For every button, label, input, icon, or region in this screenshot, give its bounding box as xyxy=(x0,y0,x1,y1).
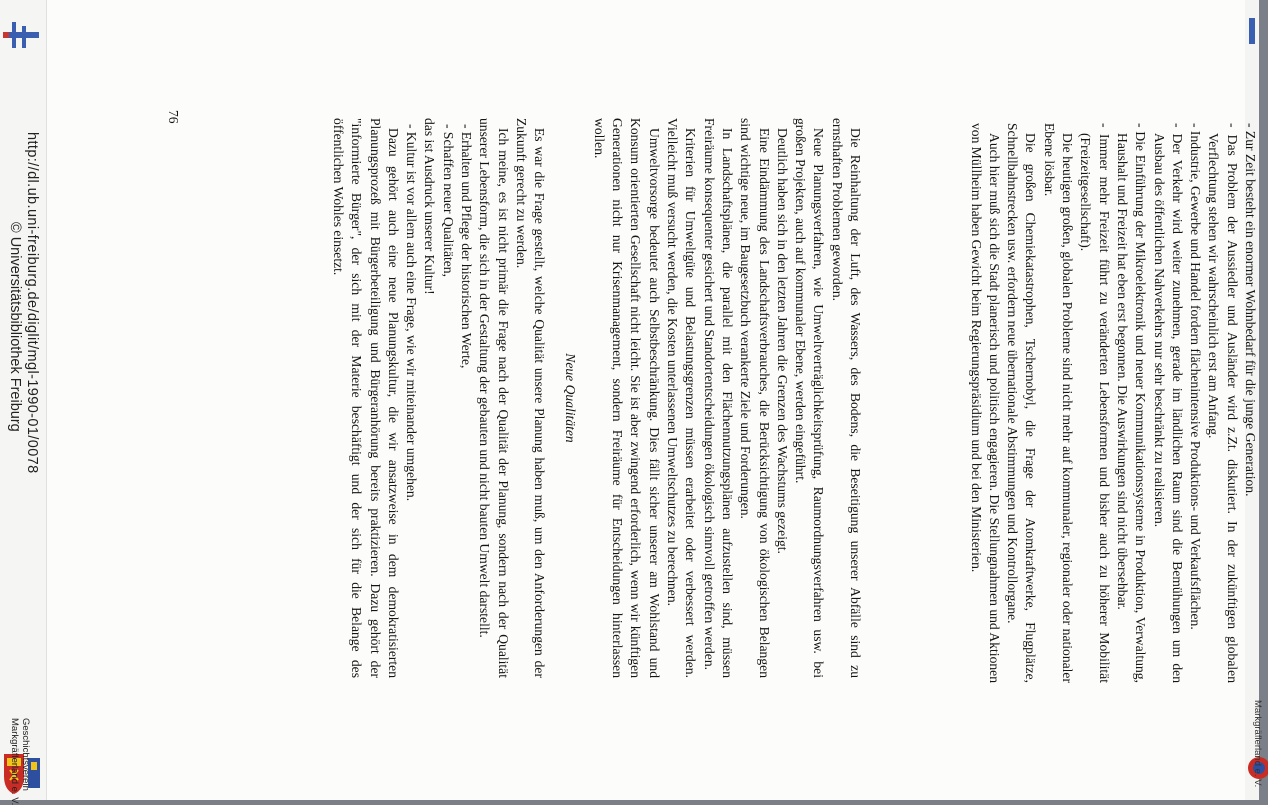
copyright-notice: © Universitätsbibliothek Freiburg xyxy=(7,222,23,432)
paragraph: - Erhalten und Pflege der historischen Werte, xyxy=(459,124,475,369)
right-edge-text: Markgräflerland e. V. xyxy=(1252,700,1263,788)
publisher-name xyxy=(9,718,31,805)
paragraph: - Kultur ist vor allem auch eine Frage, wie wir miteinander umgehen. xyxy=(404,124,420,502)
paragraph: - Industrie, Gewerbe und Handel fordern flächenintensive Produktions- und Verkaufsflächen. xyxy=(1188,123,1204,630)
publisher-line-2: Markgräflerland e. V. xyxy=(9,718,20,805)
text-column-1-continued xyxy=(590,118,864,678)
paragraph: Dazu gehört auch eine neue Planungskultur, die wir ansatzweise in dem demokratisierten Planungsprozeß mit Bürgerbeteiligung und Bürgeranhörung bereits praktizieren. Dazu gehört der "informierte Bürger", der sich mit der Materie beschäftigt und der sich für die Belange des öffentlichen Wohles einsetzt. xyxy=(330,118,401,678)
paragraph: - Das Problem der Aussiedler und Ausländer wird z.Zt. diskutiert. In der zukünftigen globalen Verflechtung stehen wir wahrscheinlich erst am Anfang. xyxy=(1206,123,1240,683)
page-number: 76 xyxy=(166,110,181,124)
text-column-1 xyxy=(879,123,1259,683)
paragraph: Es war die Frage gestellt, welche Qualität unsere Planung haben muß, um den Anforderungen der Zukunft gerecht zu werden. xyxy=(513,118,548,678)
paragraph: Neue Planungsverfahren, wie Umweltverträglichkeitsprüfung, Raumordnungsverfahren usw. bei großen Projekten, auch auf kommunaler Ebene, werden eingeführt. xyxy=(793,118,827,678)
publisher-line-1: Geschichtsverein xyxy=(20,718,31,791)
text-column-2-body xyxy=(329,118,549,678)
text-column-2 xyxy=(329,118,864,678)
paragraph: - Der Verkehr wird weiter zunehmen, gerade im ländlichen Raum sind die Bemühungen um den Ausbau des öffentlichen Nahverkehrs nur sehr beschränkt zu realisieren. xyxy=(1151,123,1185,683)
paragraph: Deutlich haben sich in den letzten Jahren die Grenzen des Wachstums gezeigt. xyxy=(774,128,790,554)
paragraph: das ist Ausdruck unserer Kultur! xyxy=(422,118,438,295)
paragraph: Die heutigen großen, globalen Probleme sind nicht mehr auf kommunaler, regionaler oder nationaler Ebene lösbar. xyxy=(1041,123,1076,683)
paragraph: Ich meine, es ist nicht primär die Frage nach der Qualität der Planung, sondern nach der Qualität unserer Lebensform, die sich in der Gestaltung der gebauten und nicht bauten Umwelt darstellt. xyxy=(477,118,511,678)
paragraph: - Die Einführung der Mikroelektronik und neuer Kommunikationssysteme in Produktion, Verwaltung, Haushalt und Freizeit hat eben erst begonnen. Die Auswirkungen sind nicht übersehbar. xyxy=(1114,123,1149,683)
paragraph: - Zur Zeit besteht ein enormer Wohnbedarf für die junge Generation. xyxy=(1243,123,1258,497)
paragraph: Die großen Chemiekatastrophen, Tschernobyl, die Frage der Atomkraftwerke, Flugplätze, Schnellbahnstrecken usw. erfordern neue übernationale Abstimmungen und Kontrollorgane. xyxy=(1005,123,1039,683)
paragraph: Die Reinhaltung der Luft, des Wassers, des Bodens, die Beseitigung unserer Abfälle sind zu ernsthaften Problemen geworden. xyxy=(829,118,863,678)
paragraph: - Schaffen neuer Qualitäten, xyxy=(440,124,456,277)
paragraph: - Immer mehr Freizeit führt zu veränderten Lebensformen und bisher auch zu höherer Mobilität (Freizeitgesellschaft). xyxy=(1078,123,1112,683)
paragraph: In Landschaftsplänen, die parallel mit den Flächennutzungsplänen aufzustellen sind, müssen Freiräume konsequenter gesichert und Standortentscheidungen ökologisch sinnvoll getroffen werden. xyxy=(701,118,735,678)
paragraph: Eine Eindämmung des Landschaftsverbrauches, die Berücksichtigung von ökologischen Belangen sind wichtige neue, im Baugesetzbuch verankerte Ziele und Forderungen. xyxy=(738,118,772,678)
section-heading: Neue Qualitäten xyxy=(562,353,578,443)
paragraph: Auch hier muß sich die Stadt planerisch und politisch engagieren. Die Stellungnahmen und Aktionen von Müllheim haben Gewicht beim Regierungspräsidium und bei den Ministerien. xyxy=(968,123,1002,683)
paragraph: Kriterien für Umweltgüte und Belastungsgrenzen müssen erarbeitet oder verbessert werden. Vielleicht muß versucht werden, die Kosten unterlassenen Umweltschutzes zu berechnen. xyxy=(665,118,699,678)
paragraph: Umweltvorsorge bedeutet auch Selbstbeschränkung. Dies fällt sicher unserer am Wohlstand und Konsum orientierten Gesellschaft nicht leicht. Sie ist aber zwingend erforderlich, wenn wir künftigen Generationen nicht nur Krisenmanagement, sondern Freiräume für Entscheidungen hinterlassen wollen. xyxy=(591,118,662,678)
source-url[interactable]: http://dl.ub.uni-freiburg.de/diglit/mgl-1990-01/0078 xyxy=(24,132,40,474)
